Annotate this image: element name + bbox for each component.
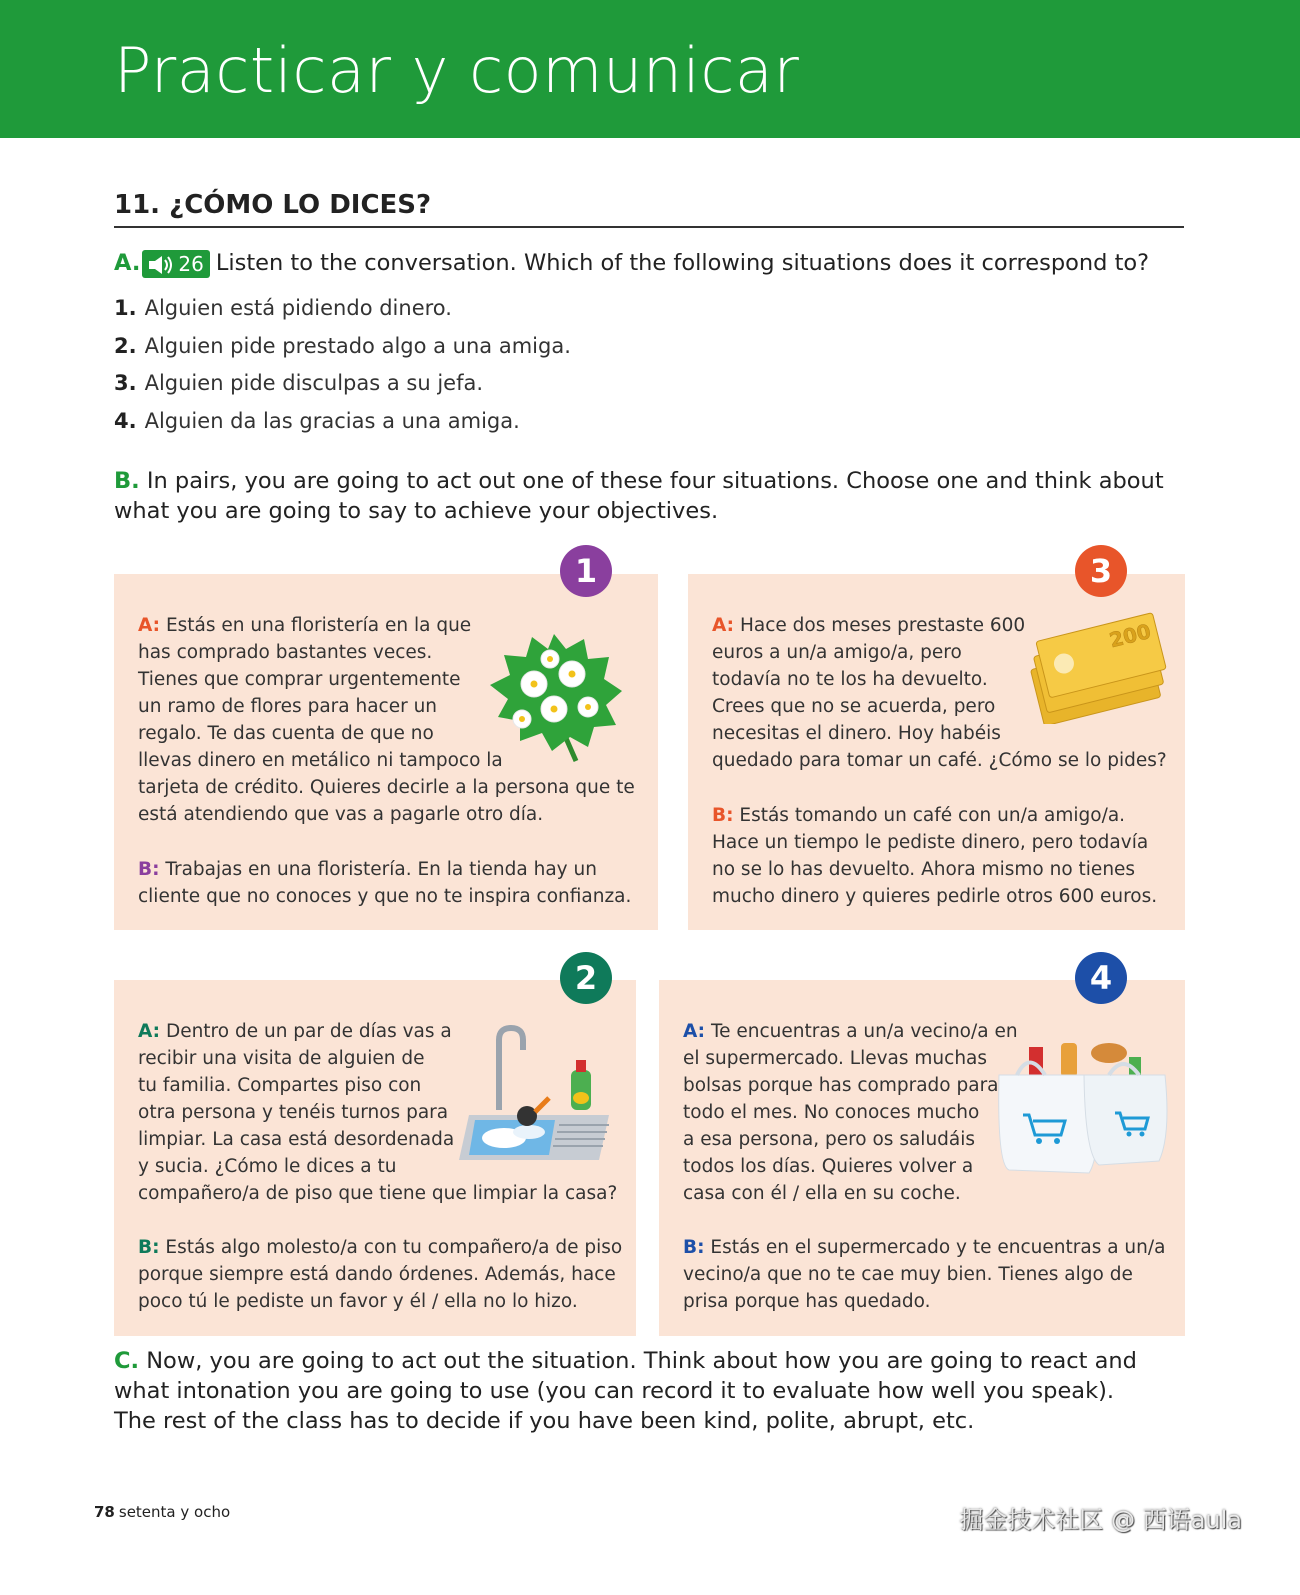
text-line-content: Trabajas en una floristería. En la tienda hay un	[165, 859, 597, 880]
part-c-letter: C.	[114, 1348, 140, 1374]
list-item	[114, 367, 1014, 405]
text-line: otra persona y tenéis turnos para	[138, 1102, 449, 1123]
option-text: Alguien da las gracias a una amiga.	[144, 408, 520, 433]
part-b-text: In pairs, you are going to act out one of these four situations. Choose one and think about what you are going to say to achieve your objectives.	[114, 468, 1164, 524]
text-line: euros a un/a amigo/a, pero	[712, 642, 962, 663]
role-label-a: A:	[712, 615, 735, 636]
text-line: cliente que no conoces y que no te inspira confianza.	[138, 886, 632, 907]
text-line: vecino/a que no te cae muy bien. Tienes algo de	[683, 1264, 1133, 1285]
text-line: un ramo de flores para hacer un	[138, 696, 438, 717]
text-line: no se lo has devuelto. Ahora mismo no tienes	[712, 859, 1136, 880]
page-title: Practicar y comunicar	[114, 34, 800, 107]
card-2-role-b	[138, 1234, 628, 1315]
page-number	[94, 1503, 230, 1521]
text-line-content: Hace dos meses prestaste 600	[739, 615, 1026, 636]
banknotes-icon	[1023, 604, 1168, 724]
part-a-letter: A.	[114, 250, 141, 276]
option-number: 1.	[114, 296, 137, 320]
text-line: Hace un tiempo le pediste dinero, pero todavía	[712, 832, 1149, 853]
text-line: llevas dinero en metálico ni tampoco la	[138, 750, 503, 771]
option-number: 4.	[114, 408, 137, 433]
text-line: limpiar. La casa está desordenada	[138, 1129, 455, 1150]
kitchen-sink-icon	[459, 1020, 619, 1170]
part-b-instruction	[114, 466, 1184, 526]
text-line: todavía no te los ha devuelto.	[712, 669, 988, 690]
text-line: tarjeta de crédito. Quieres decirle a la persona que te	[138, 777, 635, 798]
audio-track-button[interactable]	[142, 250, 209, 278]
text-line-content: Estás en una floristería en la que	[165, 615, 472, 636]
text-line: quedado para tomar un café. ¿Cómo se lo pides?	[712, 750, 1167, 771]
page-number-words: setenta y ocho	[118, 1503, 231, 1521]
card-number-badge: 4	[1075, 952, 1127, 1004]
text-line: bolsas porque has comprado para	[683, 1075, 999, 1096]
card-1-role-b	[138, 856, 638, 910]
text-line	[683, 1234, 1173, 1261]
part-a-text: Listen to the conversation. Which of the following situations does it correspond to?	[215, 250, 1150, 276]
list-item	[114, 405, 1014, 443]
text-line-content: Now, you are going to act out the situation. Think about how you are going to react and	[146, 1348, 1137, 1374]
role-label-b: B:	[712, 805, 734, 826]
option-text: Alguien está pidiendo dinero.	[144, 296, 452, 320]
section-title: 11. ¿CÓMO LO DICES?	[114, 190, 1184, 228]
text-line: y sucia. ¿Cómo le dices a tu	[138, 1156, 397, 1177]
role-label-a: A:	[138, 615, 161, 636]
watermark: 掘金技术社区 @ 西语aula	[959, 1506, 1242, 1534]
text-line-content: Estás tomando un café con un/a amigo/a.	[739, 805, 1126, 826]
text-line: Tienes que comprar urgentemente	[138, 669, 461, 690]
text-line-content: Te encuentras a un/a vecino/a en	[710, 1021, 1018, 1042]
text-line: necesitas el dinero. Hoy habéis	[712, 723, 1001, 744]
role-label-a: A:	[138, 1021, 161, 1042]
text-line: recibir una visita de alguien de	[138, 1048, 425, 1069]
page-header	[0, 0, 1300, 138]
option-text: Alguien pide prestado algo a una amiga.	[144, 333, 571, 358]
text-line	[138, 856, 638, 883]
situation-card-1	[114, 574, 658, 930]
situation-card-3	[688, 574, 1185, 930]
text-line	[138, 1234, 628, 1261]
text-line: prisa porque has quedado.	[683, 1291, 931, 1312]
text-line-content: Estás en el supermercado y te encuentras a un/a	[710, 1237, 1166, 1258]
text-line: el supermercado. Llevas muchas	[683, 1048, 988, 1069]
part-a-instruction	[114, 248, 1194, 279]
text-line: regalo. Te das cuenta de que no	[138, 723, 434, 744]
text-line: compañero/a de piso que tiene que limpiar la casa?	[138, 1183, 618, 1204]
role-label-b: B:	[683, 1237, 705, 1258]
text-line	[114, 1346, 1194, 1376]
role-label-a: A:	[683, 1021, 706, 1042]
role-label-b: B:	[138, 1237, 160, 1258]
banknote-value: 200	[1106, 618, 1154, 653]
options-list	[114, 292, 1014, 442]
text-line: tu familia. Compartes piso con	[138, 1075, 422, 1096]
text-line	[712, 802, 1172, 829]
situation-card-2	[114, 980, 636, 1336]
situation-card-4	[659, 980, 1185, 1336]
shopping-bags-icon	[989, 1035, 1179, 1180]
text-line: porque siempre está dando órdenes. Además, hace	[138, 1264, 616, 1285]
list-item	[114, 330, 1014, 368]
speaker-icon	[148, 254, 178, 276]
option-number: 3.	[114, 371, 137, 395]
text-line: todos los días. Quieres volver a	[683, 1156, 974, 1177]
role-label-b: B:	[138, 859, 160, 880]
flower-bouquet-icon	[484, 629, 624, 764]
card-number-badge: 1	[560, 545, 612, 597]
text-line: mucho dinero y quieres pedirle otros 600 euros.	[712, 886, 1158, 907]
option-number: 2.	[114, 333, 137, 358]
text-line: casa con él / ella en su coche.	[683, 1183, 961, 1204]
text-line: está atendiendo que vas a pagarle otro día.	[138, 804, 544, 825]
page-number-digits: 78	[94, 1503, 115, 1521]
text-line: Crees que no se acuerda, pero	[712, 696, 996, 717]
text-line: poco tú le pediste un favor y él / ella no lo hizo.	[138, 1291, 578, 1312]
part-c-instruction	[114, 1346, 1194, 1436]
text-line: todo el mes. No conoces mucho	[683, 1102, 980, 1123]
text-line: a esa persona, pero os saludáis	[683, 1129, 976, 1150]
text-line-content: Dentro de un par de días vas a	[165, 1021, 452, 1042]
card-number-badge: 2	[560, 952, 612, 1004]
card-4-role-b	[683, 1234, 1173, 1315]
card-number-badge: 3	[1075, 545, 1127, 597]
audio-track-number: 26	[178, 251, 204, 276]
text-line: what intonation you are going to use (you can record it to evaluate how well you speak).	[114, 1378, 1115, 1404]
part-b-letter: B.	[114, 468, 140, 494]
option-text: Alguien pide disculpas a su jefa.	[144, 371, 484, 395]
text-line: The rest of the class has to decide if you have been kind, polite, abrupt, etc.	[114, 1408, 975, 1434]
text-line-content: Estás algo molesto/a con tu compañero/a de piso	[165, 1237, 623, 1258]
text-line: has comprado bastantes veces.	[138, 642, 433, 663]
card-3-role-b	[712, 802, 1172, 910]
list-item	[114, 292, 1014, 330]
